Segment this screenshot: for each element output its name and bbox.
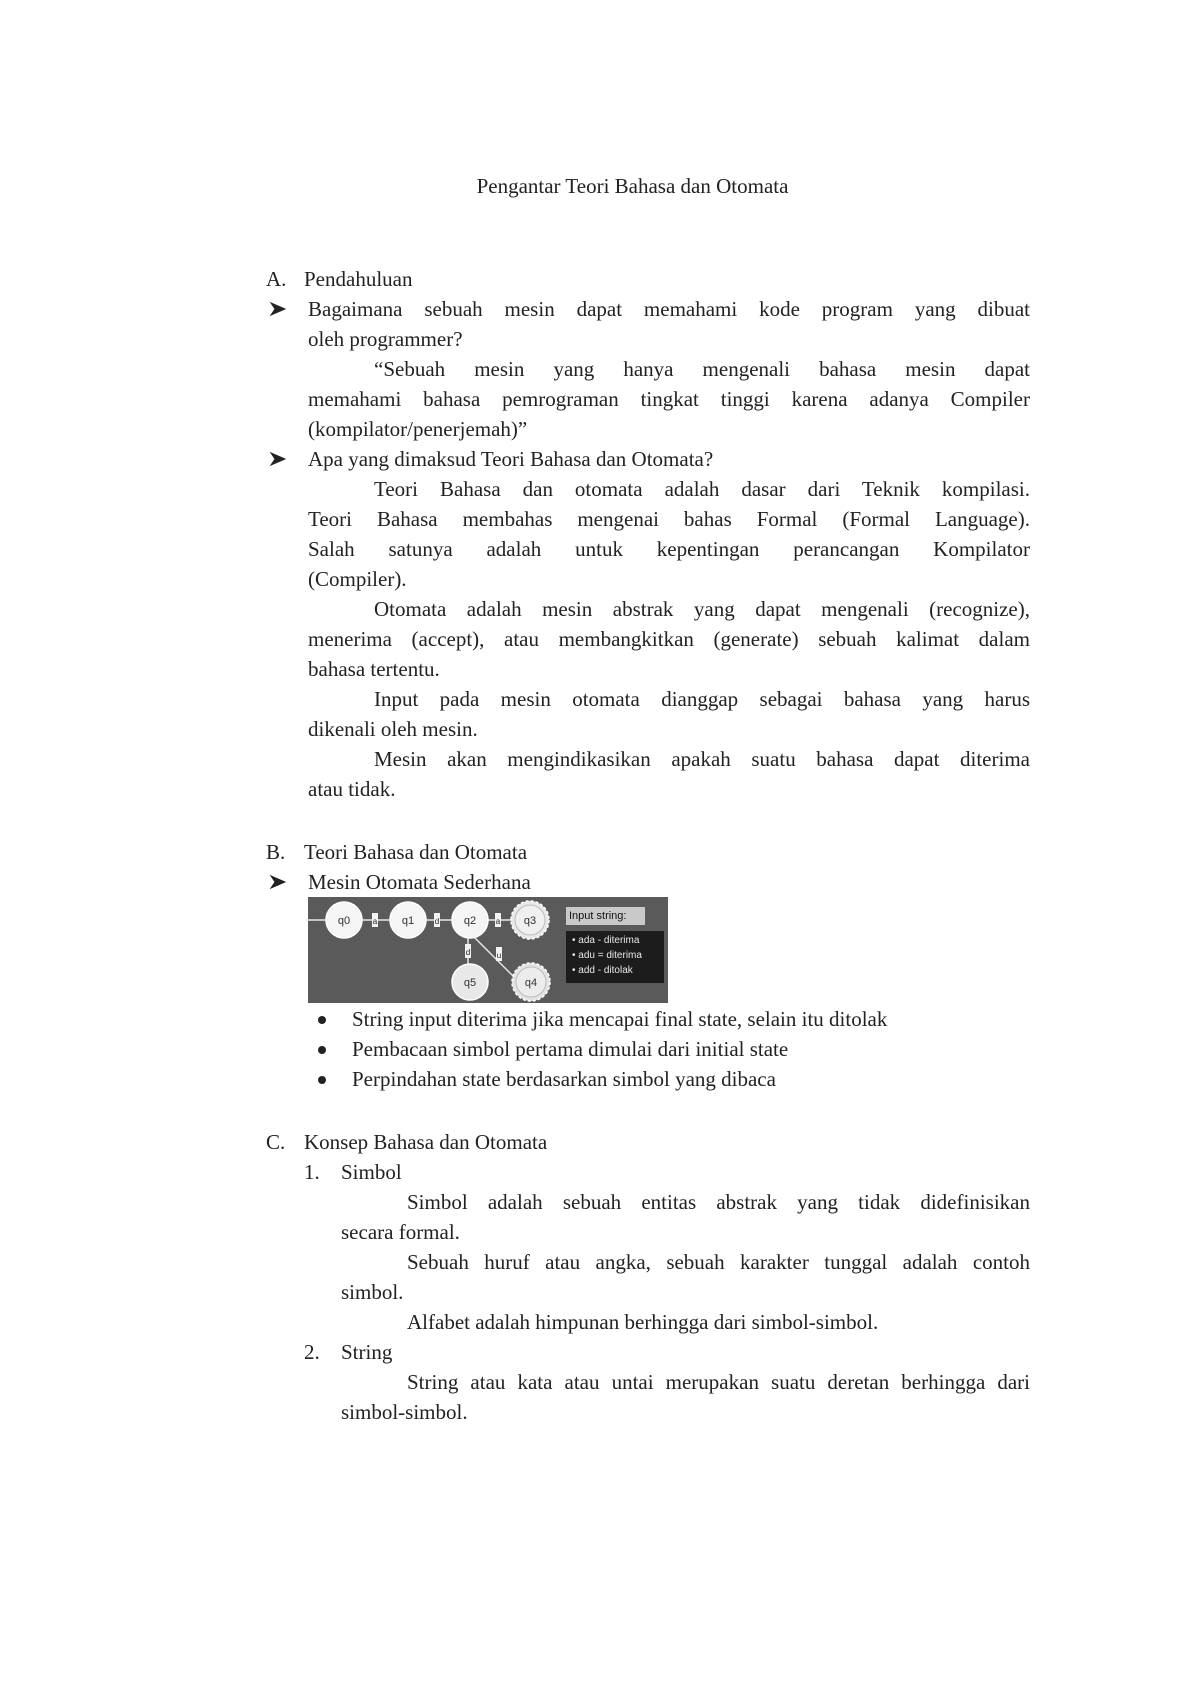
paragraph-line: Teori Bahasa dan otomata adalah dasar dari Teknik kompilasi.: [374, 477, 1030, 501]
paragraph-line: Mesin akan mengindikasikan apakah suatu bahasa dapat diterima: [374, 747, 1030, 771]
question-2: [308, 444, 1030, 474]
bullet-dot-icon: [318, 1076, 326, 1084]
paragraph-input: [308, 684, 1030, 744]
paragraph-line: (Compiler).: [308, 567, 407, 591]
input-string-label: Input string:: [566, 907, 645, 925]
item-title-simbol: Simbol: [341, 1160, 402, 1184]
section-a-letter: A.: [266, 267, 287, 291]
example-text: add - ditolak: [578, 965, 633, 976]
automaton-figure: [308, 897, 668, 1003]
section-b-title: Teori Bahasa dan Otomata: [304, 840, 528, 864]
paragraph-otomata: [308, 594, 1030, 684]
paragraph-line: bahasa tertentu.: [308, 657, 440, 681]
state-label: q4: [524, 977, 538, 989]
arrow-bullet-icon: [268, 444, 288, 474]
state-label: q0: [337, 915, 351, 927]
question-1: [308, 294, 1030, 354]
paragraph-line: menerima (accept), atau membangkitkan (generate) sebuah kalimat dalam: [308, 627, 1030, 651]
state-q2: [452, 902, 488, 938]
transition-label: d: [434, 917, 440, 926]
document-title: Pengantar Teori Bahasa dan Otomata: [476, 174, 789, 198]
example-text: adu = diterima: [578, 950, 642, 961]
example-item: • adu = diterima: [572, 950, 642, 961]
transition-label: a: [495, 917, 501, 926]
state-label: q5: [463, 977, 477, 989]
state-label: q2: [463, 915, 477, 927]
paragraph-alfabet: [341, 1307, 1030, 1337]
transition-label: d: [465, 948, 471, 957]
paragraph-line: simbol-simbol.: [341, 1400, 468, 1424]
answer-1-line: memahami bahasa pemrograman tingkat tinggi karena adanya Compiler: [308, 387, 1030, 411]
paragraph-line: Input pada mesin otomata dianggap sebagai bahasa yang harus: [374, 687, 1030, 711]
bullet-item: Pembacaan simbol pertama dimulai dari initial state: [352, 1037, 789, 1061]
section-c-heading: [266, 1127, 766, 1157]
item-title-string: String: [341, 1340, 393, 1364]
answer-1-line: (kompilator/penerjemah)”: [308, 417, 528, 441]
arrow-bullet-icon: [268, 294, 288, 324]
bullet-item: String input diterima jika mencapai final state, selain itu ditolak: [352, 1007, 888, 1031]
paragraph-simbol-1: [341, 1187, 1030, 1247]
section-a-heading: [266, 264, 666, 294]
paragraph-line: Otomata adalah mesin abstrak yang dapat mengenali (recognize),: [374, 597, 1030, 621]
list-number: 2.: [304, 1340, 320, 1364]
input-examples-box: [566, 931, 664, 983]
list-number: 1.: [304, 1160, 320, 1184]
state-label: q1: [401, 915, 415, 927]
answer-1-line: “Sebuah mesin yang hanya mengenali bahasa mesin dapat: [374, 357, 1030, 381]
paragraph-simbol-2: [341, 1247, 1030, 1307]
state-label: q3: [523, 915, 537, 927]
paragraph-mesin: [308, 744, 1030, 804]
subheading-line: Mesin Otomata Sederhana: [308, 870, 531, 894]
paragraph-string: [341, 1367, 1030, 1427]
bullet-dot-icon: [318, 1046, 326, 1054]
state-q5: [452, 964, 488, 1000]
section-c-letter: C.: [266, 1130, 286, 1154]
paragraph-teori-bahasa: [308, 474, 1030, 594]
state-q4: [512, 963, 550, 1001]
paragraph-line: simbol.: [341, 1280, 404, 1304]
answer-1: [308, 354, 1030, 444]
arrow-bullet-icon: [268, 867, 288, 897]
section-a-title: Pendahuluan: [304, 267, 413, 291]
paragraph-line: String atau kata atau untai merupakan suatu deretan berhingga dari: [407, 1370, 1030, 1394]
state-q3: [511, 901, 549, 939]
section-c-title: Konsep Bahasa dan Otomata: [304, 1130, 548, 1154]
state-q1: [390, 902, 426, 938]
bullet-item: Perpindahan state berdasarkan simbol yang dibaca: [352, 1067, 776, 1091]
question-2-line: Apa yang dimaksud Teori Bahasa dan Otomata?: [308, 447, 714, 471]
paragraph-line: Alfabet adalah himpunan berhingga dari simbol-simbol.: [407, 1310, 879, 1334]
paragraph-line: Sebuah huruf atau angka, sebuah karakter tunggal adalah contoh: [407, 1250, 1030, 1274]
question-1-line: Bagaimana sebuah mesin dapat memahami kode program yang dibuat: [308, 297, 1030, 321]
paragraph-line: Teori Bahasa membahas mengenai bahas Formal (Formal Language).: [308, 507, 1030, 531]
transition-label: a: [372, 917, 378, 926]
example-item: • ada - diterima: [572, 935, 640, 946]
paragraph-line: atau tidak.: [308, 777, 396, 801]
section-b-heading: [266, 837, 766, 867]
bullet-dot-icon: [318, 1016, 326, 1024]
subheading-mesin-otomata: [308, 867, 1030, 897]
example-text: ada - diterima: [578, 935, 640, 946]
transition-label: u: [496, 951, 502, 960]
section-b-letter: B.: [266, 840, 286, 864]
paragraph-line: dikenali oleh mesin.: [308, 717, 478, 741]
paragraph-line: Simbol adalah sebuah entitas abstrak yang tidak didefinisikan: [407, 1190, 1030, 1214]
state-q0: [326, 902, 362, 938]
example-item: • add - ditolak: [572, 965, 633, 976]
paragraph-line: secara formal.: [341, 1220, 460, 1244]
paragraph-line: Salah satunya adalah untuk kepentingan perancangan Kompilator: [308, 537, 1030, 561]
question-1-line: oleh programmer?: [308, 327, 463, 351]
